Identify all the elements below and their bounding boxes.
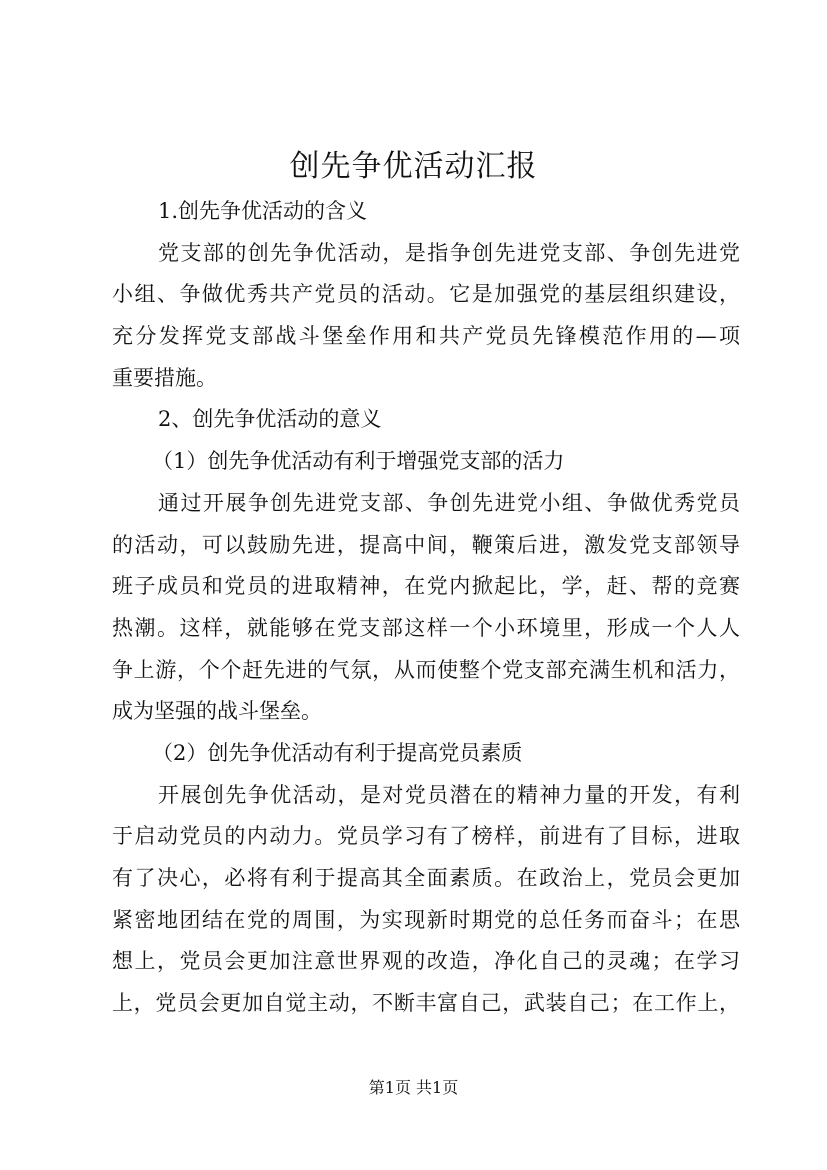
text-line: 热潮。这样，就能够在党支部这样一个小环境里，形成一个人人: [112, 615, 740, 640]
text-line: 成为坚强的战斗堡垒。: [112, 699, 322, 724]
text-line: 2、创先争优活动的意义: [158, 407, 382, 432]
document-body: [112, 191, 740, 1025]
text-line: 充分发挥党支部战斗堡垒作用和共产党员先锋模范作用的—项: [112, 324, 740, 349]
text-line: 紧密地团结在党的周围，为实现新时期党的总任务而奋斗；在思: [112, 907, 740, 932]
text-line: 上，党员会更加自觉主动，不断丰富自己，武装自己；在工作上，: [112, 991, 740, 1016]
text-line: 党支部的创先争优活动，是指争创先进党支部、争创先进党: [158, 240, 740, 265]
text-line: 的活动，可以鼓励先进，提高中间，鞭策后进，激发党支部领导: [112, 532, 740, 557]
text-line: 想上，党员会更加注意世界观的改造，净化自己的灵魂；在学习: [112, 949, 740, 974]
text-line: 争上游，个个赶先进的气氛，从而使整个党支部充满生机和活力，: [112, 657, 740, 682]
text-line: 1.创先争优活动的含义: [158, 199, 368, 223]
text-line: 重要措施。: [112, 365, 217, 390]
text-line: 班子成员和党员的进取精神，在党内掀起比，学，赶、帮的竞赛: [112, 574, 740, 599]
text-line: （2）创先争优活动有利于提高党员素质: [152, 740, 523, 765]
text-line: 小组、争做优秀共产党员的活动。它是加强党的基层组织建设，: [112, 282, 740, 307]
text-line: 于启动党员的内动力。党员学习有了榜样，前进有了目标，进取: [112, 824, 740, 849]
text-line: 有了决心，必将有利于提高其全面素质。在政治上，党员会更加: [112, 866, 740, 890]
text-line: 开展创先争优活动，是对党员潜在的精神力量的开发，有利: [158, 782, 740, 807]
text-line: 通过开展争创先进党支部、争创先进党小组、争做优秀党员: [158, 490, 740, 515]
document-title: 创先争优活动汇报: [289, 149, 538, 184]
page-footer: 第1页 共1页: [368, 1078, 459, 1097]
text-line: （1）创先争优活动有利于增强党支部的活力: [152, 449, 565, 474]
